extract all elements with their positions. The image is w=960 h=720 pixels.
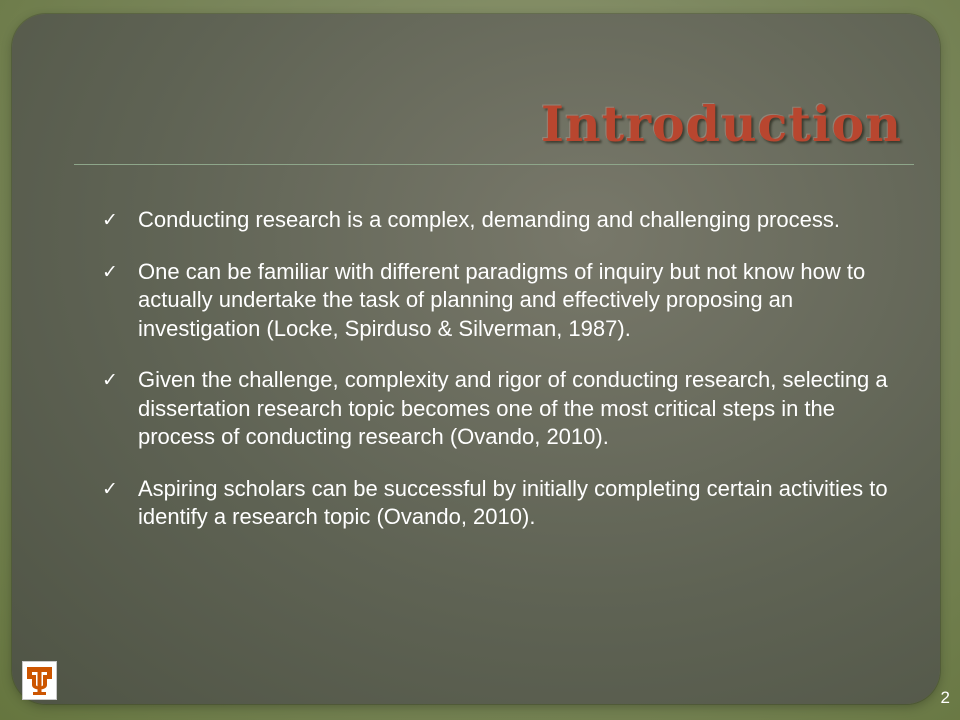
bullet-text: Conducting research is a complex, demanding and challenging process. bbox=[138, 207, 840, 232]
page-number: 2 bbox=[940, 688, 950, 707]
checkmark-icon: ✓ bbox=[102, 260, 118, 283]
slide-panel bbox=[12, 14, 940, 704]
checkmark-icon: ✓ bbox=[102, 369, 118, 391]
bullet-text: One can be familiar with different paradigms of inquiry but not know how to actually undertake the task of planning and effectively proposing an investigation (Locke, Spirduso & Silverman, 1987). bbox=[138, 258, 866, 341]
bullet-list bbox=[102, 206, 892, 555]
longhorn-logo-graphic bbox=[23, 662, 56, 699]
list-item bbox=[102, 475, 892, 532]
bullet-text: Given the challenge, complexity and rigor of conducting research, selecting a dissertation research topic becomes one of the most critical steps in the process of conducting research (Ovando, 2010). bbox=[138, 367, 888, 449]
longhorn-logo-icon bbox=[22, 661, 57, 700]
title-divider bbox=[74, 164, 914, 165]
slide-title: Introduction bbox=[541, 95, 902, 153]
checkmark-icon: ✓ bbox=[102, 209, 118, 231]
list-item bbox=[102, 258, 892, 344]
list-item bbox=[102, 206, 892, 235]
list-item bbox=[102, 366, 892, 452]
bullet-text: Aspiring scholars can be successful by initially completing certain activities to identify a research topic (Ovando, 2010). bbox=[138, 475, 888, 529]
checkmark-icon: ✓ bbox=[102, 477, 118, 500]
